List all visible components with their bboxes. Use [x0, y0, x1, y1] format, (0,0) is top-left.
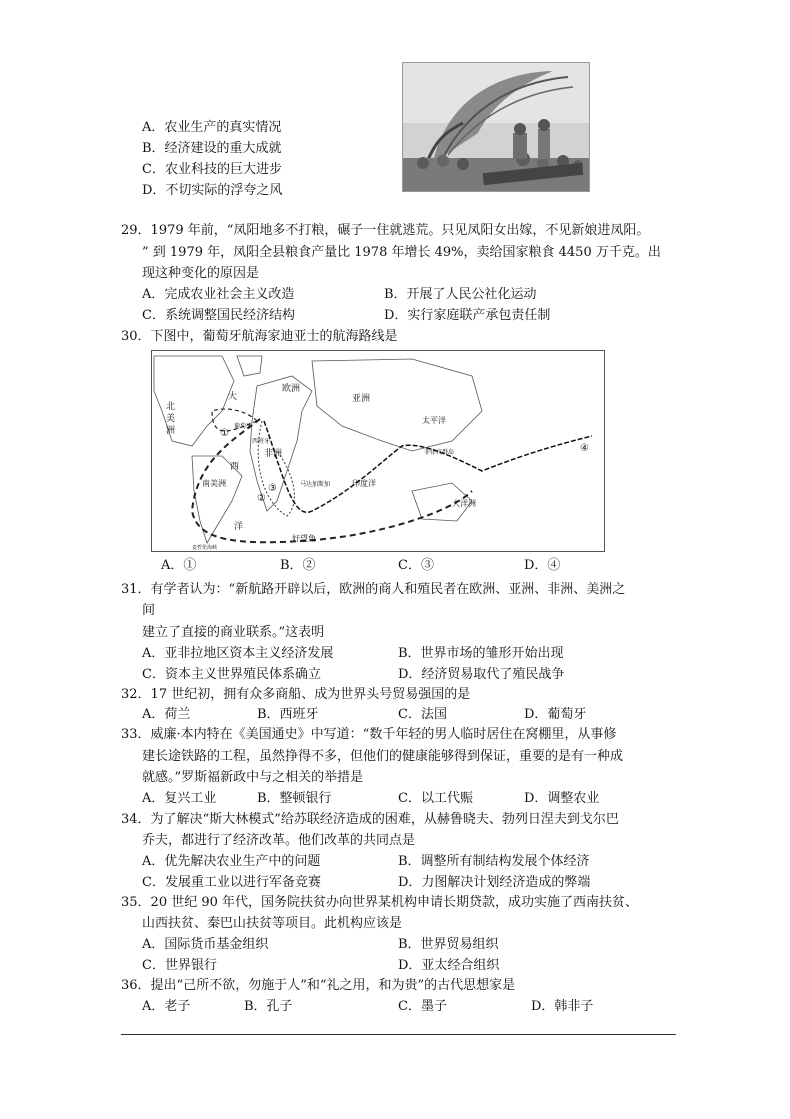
q28-option-b: B．经济建设的重大成就: [142, 141, 282, 156]
q31-stem-line2: 间: [142, 603, 156, 618]
q33-option-d: D．调整农业: [524, 791, 600, 806]
q34-option-b: B．调整所有制结构发展个体经济: [398, 854, 590, 869]
q28-option-d: D．不切实际的浮夸之风: [142, 183, 283, 198]
q34-option-a: A．优先解决农业生产中的问题: [142, 854, 321, 869]
q35-option-b: B．世界贸易组织: [398, 937, 499, 952]
q34-stem-line1: 34．为了解决“斯大林模式”给苏联经济造成的困难，从赫鲁晓夫、勃列日涅夫到戈尔巴: [121, 812, 619, 827]
q31-stem-line3: 建立了直接的商业联系。”这表明: [142, 625, 325, 640]
map-label-da: 大: [228, 392, 238, 402]
map-route-2-marker: ②: [257, 493, 266, 504]
map-label-africa: 非洲: [264, 449, 283, 459]
q30-option-a: A．①: [161, 558, 197, 573]
footer-divider: [121, 1034, 676, 1035]
q30-option-d: D．④: [524, 558, 561, 573]
route-4-line: [264, 421, 592, 512]
q31-stem-line1: 31．有学者认为：“新航路开辟以后，欧洲的商人和殖民者在欧洲、亚洲、非洲、美洲之: [121, 582, 626, 597]
q36-option-a: A．老子: [142, 999, 191, 1014]
q33-option-c: C．以工代赈: [398, 791, 473, 806]
map-route-3-marker: ③: [268, 483, 277, 494]
q31-option-b: B．世界市场的雏形开始出现: [398, 646, 564, 661]
map-label-oceania: 大洋洲: [452, 499, 476, 508]
map-label-philippines: 菲律宾群岛: [424, 449, 455, 456]
q29-stem-line3: 现这种变化的原因是: [142, 266, 260, 281]
q35-stem-line2: 山西扶贫、秦巴山扶贫等项目。此机构应该是: [142, 916, 403, 931]
q36-option-c: C．墨子: [398, 999, 447, 1014]
q32-option-d: D．葡萄牙: [524, 707, 587, 722]
q36-option-d: D．韩非子: [531, 999, 594, 1014]
q29-option-c: C．系统调整国民经济结构: [142, 308, 295, 323]
q31-option-a: A．亚非拉地区资本主义经济发展: [142, 646, 334, 661]
q32-option-a: A．荷兰: [142, 707, 191, 722]
q31-option-d: D．经济贸易取代了殖民战争: [398, 667, 565, 682]
map-route-4-marker: ④: [580, 443, 589, 454]
map-label-pacific: 太平洋: [422, 416, 446, 425]
q31-option-c: C．资本主义世界殖民体系确立: [142, 667, 321, 682]
q29-option-a: A．完成农业社会主义改造: [142, 287, 295, 302]
map-label-indian: 印度洋: [352, 479, 376, 488]
map-label-na1: 北: [166, 402, 176, 412]
q33-stem-line2: 建长途铁路的工程，虽然挣得不多，但他们的健康能够得到保证，重要的是有一种成: [142, 749, 624, 764]
q34-stem-line2: 乔夫，都进行了经济改革。他们改革的共同点是: [142, 833, 416, 848]
q30-option-b: B．②: [280, 558, 316, 573]
q32-option-c: C．法国: [398, 707, 447, 722]
q34-option-c: C．发展重工业以进行军备竞赛: [142, 875, 321, 890]
q29-stem-line1: 29．1979 年前，“凤阳地多不打粮，碾子一住就逃荒。只见凤阳女出嫁，不见新娘进凤阳。: [121, 223, 650, 238]
poster-illustration: [403, 63, 589, 191]
map-label-na3: 洲: [166, 426, 176, 436]
q34-option-d: D．力图解决计划经济造成的弊端: [398, 875, 591, 890]
q29-stem-line2: ” 到 1979 年，凤阳全县粮食产量比 1978 年增长 49%，卖给国家粮食 4450 万千克。出: [142, 245, 661, 260]
q35-option-a: A．国际货币基金组织: [142, 937, 269, 952]
q33-stem-line1: 33．威廉·本内特在《美国通史》中写道：“数千年轻的男人临时居住在窝棚里，从事修: [121, 727, 617, 742]
q29-option-b: B．开展了人民公社化运动: [384, 287, 537, 302]
map-label-yang: 洋: [234, 522, 244, 532]
world-route-map: [151, 350, 605, 552]
q30-option-c: C．③: [398, 558, 434, 573]
q35-stem-line1: 35．20 世纪 90 年代，国务院扶贫办向世界某机构申请长期贷款，成功实施了西南扶贫、: [121, 895, 639, 910]
map-route-1-marker: ①: [220, 428, 229, 439]
q29-option-d: D．实行家庭联产承包责任制: [384, 308, 551, 323]
route-map-svg: [152, 351, 604, 551]
map-label-sa: 南美洲: [202, 479, 226, 488]
q28-option-c: C．农业科技的巨大进步: [142, 162, 282, 177]
q36-option-b: B．孔子: [244, 999, 293, 1014]
map-label-na2: 美: [166, 414, 176, 424]
q35-option-c: C．世界银行: [142, 958, 217, 973]
map-label-spain: 西班牙: [252, 438, 271, 445]
map-label-magellan: 麦哲伦海峡: [192, 545, 218, 551]
propaganda-poster-image: [402, 62, 590, 192]
map-label-madagascar: 马达加斯加: [300, 481, 331, 488]
map-label-europe: 欧洲: [282, 384, 301, 394]
q33-stem-line3: 就感。”罗斯福新政中与之相关的举措是: [142, 770, 364, 785]
q33-option-a: A．复兴工业: [142, 791, 217, 806]
q32-option-b: B．西班牙: [257, 707, 319, 722]
q33-option-b: B．整顿银行: [257, 791, 332, 806]
q35-option-d: D．亚太经合组织: [398, 958, 500, 973]
q30-stem: 30．下图中，葡萄牙航海家迪亚士的航海路线是: [121, 329, 398, 344]
q36-stem: 36．提出“己所不欲，勿施于人”和“礼之用，和为贵”的古代思想家是: [121, 978, 516, 993]
map-label-cape: 好望角: [292, 534, 316, 543]
map-label-xi: 西: [230, 462, 240, 472]
q28-option-a: A．农业生产的真实情况: [142, 120, 282, 135]
map-label-asia: 亚洲: [352, 394, 371, 404]
map-label-portugal: 葡萄牙: [234, 423, 253, 430]
q32-stem: 32．17 世纪初，拥有众多商船、成为世界头号贸易强国的是: [121, 687, 471, 702]
